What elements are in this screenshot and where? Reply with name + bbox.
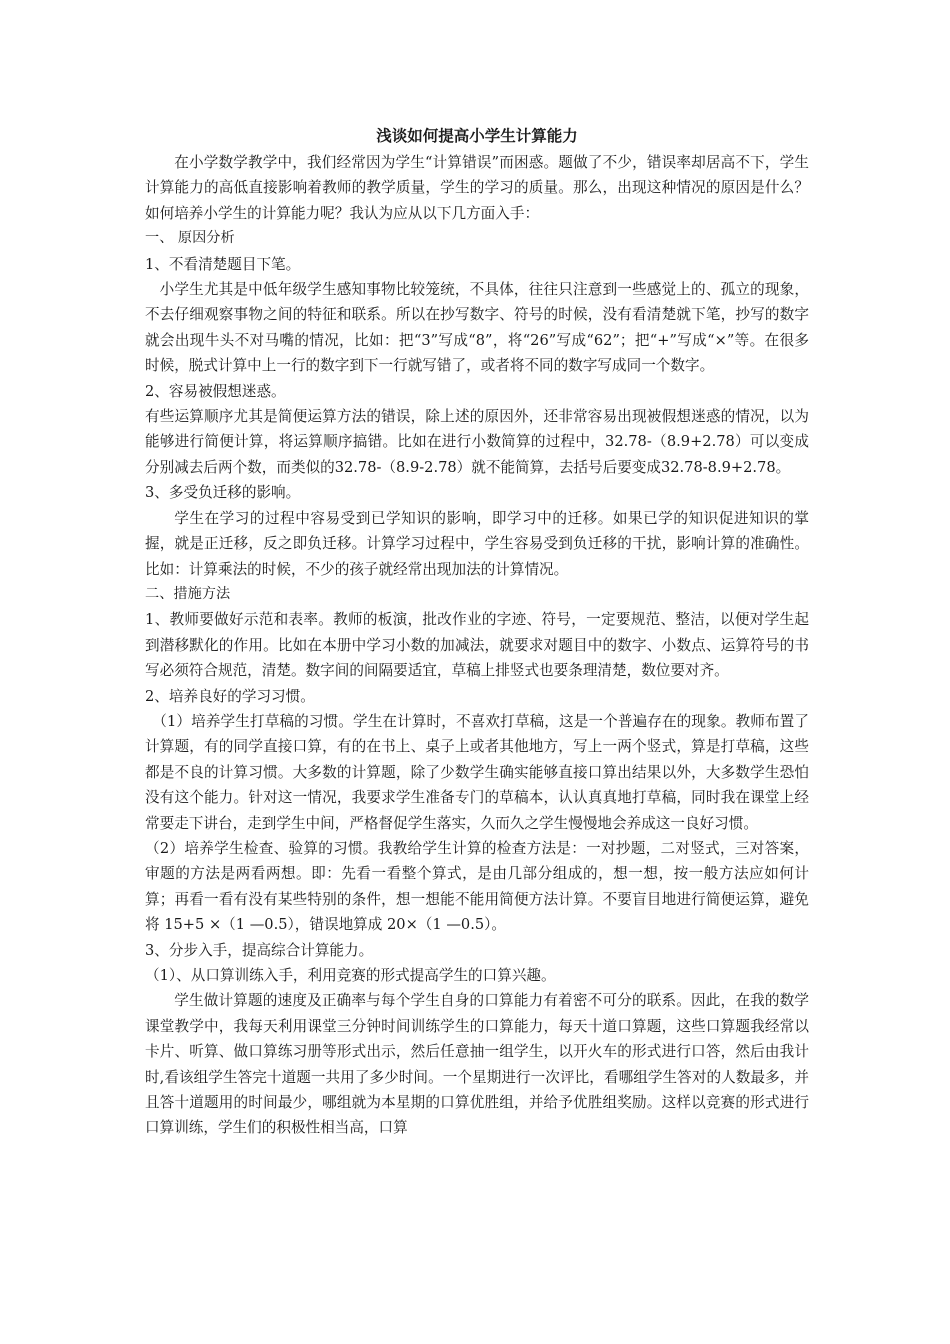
cause-1-heading: 1、不看清楚题目下笔。 (145, 255, 301, 273)
document-body (145, 124, 809, 1141)
document-title: 浅谈如何提高小学生计算能力 (376, 127, 578, 145)
measure-2-sub1-paragraph: （1）培养学生打草稿的习惯。学生在计算时，不喜欢打草稿，这是一个普遍存在的现象。教师布置了计算题，有的同学直接口算，有的在书上、桌子上或者其他地方，写上一两个竖式，算是打草稿，这些都是不良的计算习惯。大多数的计算题，除了少数学生确实能够直接口算出结果以外，大多数学生恐怕没有这个能力。针对这一情况，我要求学生准备专门的草稿本，认认真真地打草稿，同时我在课堂上经常要走下讲台，走到学生中间，严格督促学生落实，久而久之学生慢慢地会养成这一良好习惯。 (145, 712, 809, 832)
section-heading-measures: 二、措施方法 (145, 585, 231, 602)
cause-2-paragraph: 有些运算顺序尤其是简便运算方法的错误，除上述的原因外，还非常容易出现被假想迷惑的情况，以为能够进行简便计算，将运算顺序搞错。比如在进行小数简算的过程中，32.78-（8.9+2.78）可以变成分别减去后两个数，而类似的32.78-（8.9-2.78）就不能简算，去括号后要变成32.78-8.9+2.78。 (145, 408, 809, 476)
measure-3-heading: 3、分步入手，提高综合计算能力。 (145, 941, 374, 959)
section-heading-causes: 一、 原因分析 (145, 230, 235, 247)
intro-paragraph: 在小学数学教学中，我们经常因为学生“计算错误”而困惑。题做了不少，错误率却居高不下，学生计算能力的高低直接影响着教师的教学质量，学生的学习的质量。那么，出现这种情况的原因是什么？如何培养小学生的计算能力呢？我认为应从以下几方面入手： (145, 154, 809, 222)
cause-3-heading: 3、多受负迁移的影响。 (145, 484, 301, 502)
measure-3-paragraph: 学生做计算题的速度及正确率与每个学生自身的口算能力有着密不可分的联系。因此，在我的数学课堂教学中，我每天利用课堂三分钟时间训练学生的口算能力，每天十道口算题，这些口算题我经常以卡片、听算、做口算练习册等形式出示，然后任意抽一组学生，以开火车的形式进行口答，然后由我计时,看该组学生答完十道题一共用了多少时间。一个星期进行一次评比，看哪组学生答对的人数最多，并且答十道题用的时间最少，哪组就为本星期的口算优胜组，并给予优胜组奖励。这样以竞赛的形式进行口算训练，学生们的积极性相当高，口算 (145, 992, 809, 1137)
measure-3-sub1-heading: （1）、从口算训练入手，利用竞赛的形式提高学生的口算兴趣。 (145, 967, 556, 984)
cause-3-paragraph: 学生在学习的过程中容易受到已学知识的影响，即学习中的迁移。如果已学的知识促进知识的掌握，就是正迁移，反之即负迁移。计算学习过程中，学生容易受到负迁移的干扰，影响计算的准确性。比如：计算乘法的时候，不少的孩子就经常出现加法的计算情况。 (145, 509, 809, 578)
measure-2-heading: 2、培养良好的学习习惯。 (145, 687, 315, 705)
measure-2-sub2-paragraph: （2）培养学生检查、验算的习惯。我教给学生计算的检查方法是：一对抄题，二对竖式，三对答案，审题的方法是两看两想。即：先看一看整个算式，是由几部分组成的，想一想，按一般方法应如何计算；再看一看有没有某些特别的条件，想一想能不能用简便方法计算。不要盲目地进行简便运算，避免将 15+5 ×（1 —0.5），错误地算成 20×（1 —0.5）。 (145, 839, 809, 934)
cause-1-paragraph: 小学生尤其是中低年级学生感知事物比较笼统，不具体，往往只注意到一些感觉上的、孤立的现象，不去仔细观察事物之间的特征和联系。所以在抄写数字、符号的时候，没有看清楚就下笔，抄写的数字就会出现牛头不对马嘴的情况，比如：把“3”写成“8”，将“26”写成“62”；把“+”写成“×”等。在很多时候，脱式计算中上一行的数字到下一行就写错了，或者将不同的数字写成同一个数字。 (145, 281, 809, 375)
measure-1-paragraph: 1、教师要做好示范和表率。教师的板演，批改作业的字迹、符号，一定要规范、整洁，以便对学生起到潜移默化的作用。比如在本册中学习小数的加减法，就要求对题目中的数字、小数点、运算符号的书写必须符合规范，清楚。数字间的间隔要适宜，草稿上排竖式也要条理清楚，数位要对齐。 (145, 611, 809, 680)
cause-2-heading: 2、容易被假想迷惑。 (145, 382, 286, 400)
